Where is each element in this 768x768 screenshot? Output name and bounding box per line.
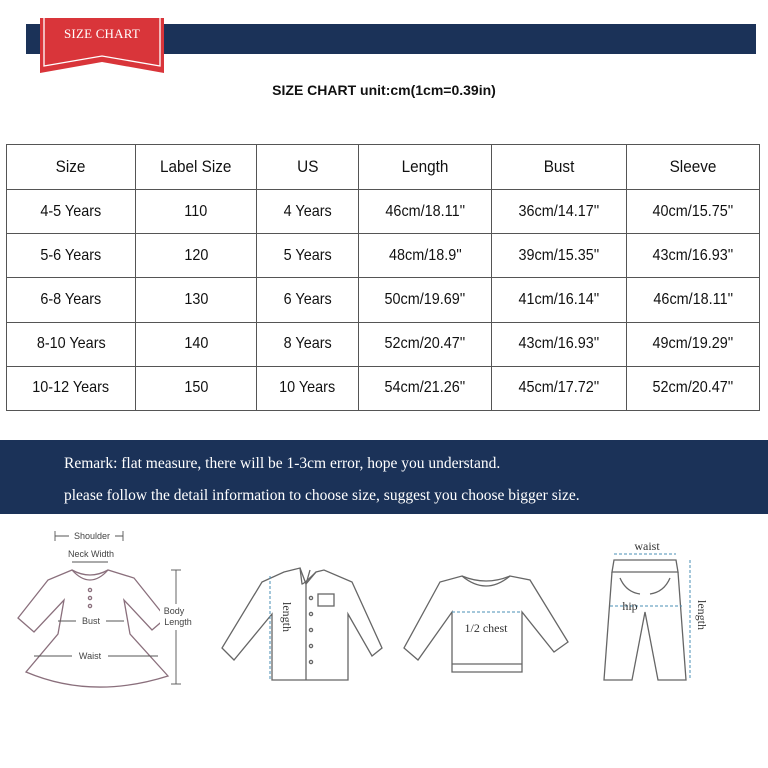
table-cell: 10-12 Years <box>7 366 136 410</box>
chest-label: 1/2 chest <box>464 621 508 635</box>
page-heading: SIZE CHART unit:cm(1cm=0.39in) <box>272 82 496 98</box>
table-cell: 5 Years <box>257 234 359 278</box>
table-cell: 52cm/20.47'' <box>627 366 760 410</box>
table-cell: 8 Years <box>257 322 359 366</box>
column-header: Bust <box>492 145 627 190</box>
neck-width-label: Neck Width <box>67 549 115 559</box>
column-header: Sleeve <box>627 145 760 190</box>
column-header: Length <box>359 145 492 190</box>
table-cell: 8-10 Years <box>7 322 136 366</box>
table-cell: 54cm/21.26'' <box>359 366 492 410</box>
size-table <box>6 144 760 411</box>
hip-label: hip <box>622 599 638 613</box>
table-cell: 4-5 Years <box>7 190 136 234</box>
table-cell: 110 <box>136 190 257 234</box>
table-cell: 50cm/19.69'' <box>359 278 492 322</box>
table-row <box>7 278 760 322</box>
remark-line-2: please follow the detail information to choose size, suggest you choose bigger size. <box>64 487 580 504</box>
pants-waist-label: waist <box>634 539 660 553</box>
pants-diagram <box>604 560 686 680</box>
table-cell: 52cm/20.47'' <box>359 322 492 366</box>
table-row <box>7 234 760 278</box>
table-cell: 39cm/15.35'' <box>492 234 627 278</box>
table-cell: 43cm/16.93'' <box>627 234 760 278</box>
column-header: US <box>257 145 359 190</box>
shirt-diagram <box>222 568 382 680</box>
table-header-row <box>7 145 760 190</box>
table-cell: 49cm/19.29'' <box>627 322 760 366</box>
table-cell: 41cm/16.14'' <box>492 278 627 322</box>
table-cell: 40cm/15.75'' <box>627 190 760 234</box>
shirt-length-label: length <box>280 602 294 632</box>
table-cell: 4 Years <box>257 190 359 234</box>
table-cell: 48cm/18.9'' <box>359 234 492 278</box>
shoulder-label: Shoulder <box>73 531 111 541</box>
body-length-label-2: Length <box>164 617 192 627</box>
table-cell: 130 <box>136 278 257 322</box>
measurement-diagrams <box>0 514 768 768</box>
dress-diagram <box>18 570 168 687</box>
table-cell: 36cm/14.17'' <box>492 190 627 234</box>
table-row <box>7 366 760 410</box>
table-row <box>7 190 760 234</box>
table-cell: 120 <box>136 234 257 278</box>
size-chart-badge: SIZE CHART <box>64 26 140 41</box>
pants-length-label: length <box>695 600 709 630</box>
table-cell: 46cm/18.11'' <box>359 190 492 234</box>
bust-label: Bust <box>81 616 101 626</box>
table-cell: 45cm/17.72'' <box>492 366 627 410</box>
table-cell: 10 Years <box>257 366 359 410</box>
table-cell: 6-8 Years <box>7 278 136 322</box>
waist-label: Waist <box>78 651 102 661</box>
remark-line-1: Remark: flat measure, there will be 1-3cm error, hope you understand. <box>64 455 501 472</box>
table-cell: 6 Years <box>257 278 359 322</box>
table-row <box>7 322 760 366</box>
column-header: Size <box>7 145 136 190</box>
body-length-label: Body <box>163 606 185 616</box>
column-header: Label Size <box>136 145 257 190</box>
table-cell: 150 <box>136 366 257 410</box>
table-cell: 43cm/16.93'' <box>492 322 627 366</box>
table-cell: 140 <box>136 322 257 366</box>
table-cell: 46cm/18.11'' <box>627 278 760 322</box>
table-cell: 5-6 Years <box>7 234 136 278</box>
